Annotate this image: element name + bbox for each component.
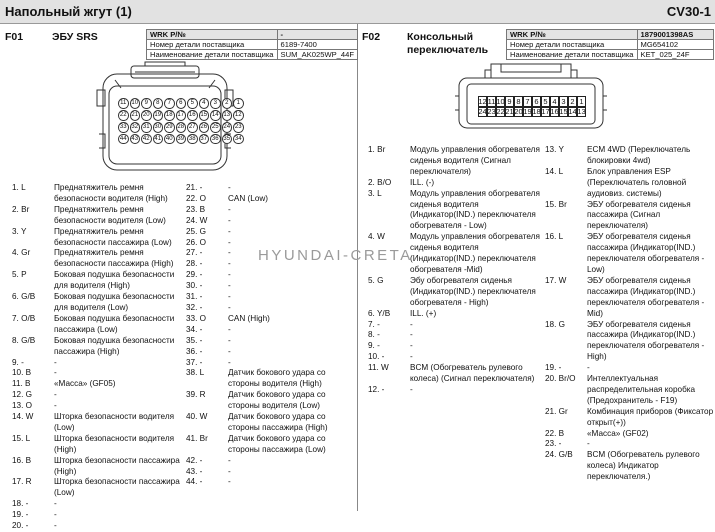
pin-description: Модуль управления обогревателя сиденья водителя (Индикатор(IND.) переключателя обогревателя -Mid) bbox=[410, 232, 540, 274]
pin-description: - bbox=[228, 346, 231, 356]
connector-pin: 42 bbox=[141, 134, 152, 145]
pin-description: Шторка безопасности водителя (Low) bbox=[54, 412, 175, 432]
connector-pin: 3 bbox=[210, 98, 221, 109]
info-label-wrk: WRK P/№ bbox=[147, 30, 278, 40]
pin-number: 32. - bbox=[186, 302, 203, 312]
pin-row bbox=[543, 232, 715, 276]
connector-pin: 31 bbox=[141, 122, 152, 133]
pin-number: 17. W bbox=[545, 275, 567, 285]
pin-description: Шторка безопасности водителя (High) bbox=[54, 433, 175, 454]
pin-number: 2. Br bbox=[12, 204, 30, 214]
info-value-wrk: - bbox=[277, 30, 357, 40]
pin-row bbox=[10, 390, 182, 401]
column-divider bbox=[357, 24, 358, 511]
pin-description: - bbox=[54, 521, 57, 531]
pin-row bbox=[543, 374, 715, 407]
pin-description: - bbox=[410, 352, 413, 362]
connector-pin: 9 bbox=[505, 96, 514, 107]
connector-pin: 27 bbox=[187, 122, 198, 133]
pin-row bbox=[10, 314, 182, 336]
connector-pin: 22 bbox=[496, 107, 505, 117]
pin-row bbox=[10, 183, 182, 205]
pin-description: «Масса» (GF05) bbox=[54, 379, 116, 389]
pin-row bbox=[10, 379, 182, 390]
pin-description: - bbox=[410, 330, 413, 340]
connector-pin: 33 bbox=[118, 122, 129, 133]
pin-number: 39. R bbox=[186, 390, 206, 400]
pin-row bbox=[10, 401, 182, 412]
info-value-name: KET_025_24F bbox=[637, 50, 713, 60]
pin-row bbox=[366, 330, 542, 341]
connector-pin: 20 bbox=[514, 107, 523, 117]
pin-description: Эбу обогревателя сиденья (Индикатор(IND.) переключателя обогревателя - High) bbox=[410, 275, 536, 307]
pin-number: 14. W bbox=[12, 412, 34, 422]
pin-description: Блок управления ESP (Переключатель головной аудиовиз. системы) bbox=[587, 166, 687, 198]
pin-description: Датчик бокового удара со стороны пассажира (High) bbox=[228, 412, 328, 432]
connector-pin: 43 bbox=[130, 134, 141, 145]
pin-description: - bbox=[54, 390, 57, 400]
pin-row bbox=[184, 227, 356, 238]
pin-description: Комбинация приборов (Фиксатор открыт(+)) bbox=[587, 406, 714, 427]
connector-pin: 17 bbox=[541, 107, 550, 117]
pin-number: 1. L bbox=[12, 183, 26, 192]
connector-pin: 21 bbox=[505, 107, 514, 117]
connector-pin: 12 bbox=[233, 110, 244, 121]
pin-description: - bbox=[54, 368, 57, 378]
pin-row bbox=[10, 499, 182, 510]
connector-pin: 4 bbox=[199, 98, 210, 109]
pin-number: 8. G/B bbox=[12, 335, 36, 345]
pin-description: - bbox=[410, 384, 413, 394]
pin-number: 19. - bbox=[12, 510, 29, 520]
pin-number: 21. - bbox=[186, 183, 203, 192]
pin-row bbox=[184, 467, 356, 478]
info-value-wrk: 1879001398AS bbox=[637, 30, 713, 40]
pin-number: 16. L bbox=[545, 232, 564, 242]
pin-row bbox=[10, 205, 182, 227]
pin-row bbox=[10, 477, 182, 499]
connector-pin: 25 bbox=[210, 122, 221, 133]
pin-number: 8. - bbox=[368, 330, 380, 340]
connector-pin: 5 bbox=[187, 98, 198, 109]
connector-pin: 8 bbox=[153, 98, 164, 109]
pin-row bbox=[10, 434, 182, 456]
connector-pin: 24 bbox=[478, 107, 487, 117]
pin-row bbox=[543, 145, 715, 167]
pin-list-f01-col2 bbox=[184, 183, 356, 488]
pin-number: 28. - bbox=[186, 259, 203, 269]
pin-description: - bbox=[54, 401, 57, 411]
connector-pin: 8 bbox=[514, 96, 523, 107]
pin-number: 31. - bbox=[186, 292, 203, 302]
pin-row bbox=[184, 477, 356, 488]
pin-number: 9. - bbox=[368, 341, 380, 351]
pin-number: 12. - bbox=[368, 384, 385, 394]
pin-description: ЭБУ обогревателя сиденья пассажира (Индикатор(IND.) переключателя обогревателя - Low) bbox=[587, 232, 705, 274]
connector-pin: 39 bbox=[176, 134, 187, 145]
connector-pin: 35 bbox=[222, 134, 233, 145]
connector-pin: 41 bbox=[153, 134, 164, 145]
pin-row bbox=[543, 320, 715, 364]
pin-description: CAN (Low) bbox=[228, 193, 269, 203]
pin-number: 9. - bbox=[12, 357, 24, 367]
pin-number: 3. Y bbox=[12, 226, 27, 236]
pin-description: Боковая подушка безопасности для водителя (High) bbox=[54, 270, 175, 291]
connector-pin: 37 bbox=[199, 134, 210, 145]
pin-number: 24. W bbox=[186, 215, 208, 225]
pin-number: 10. B bbox=[12, 368, 32, 378]
connector-pin: 15 bbox=[559, 107, 568, 117]
pin-row bbox=[10, 292, 182, 314]
pin-number: 25. G bbox=[186, 226, 207, 236]
connector-code-f02: F02 bbox=[362, 31, 381, 43]
connector-title-f01: ЭБУ SRS bbox=[52, 31, 98, 43]
pin-description: Боковая подушка безопасности пассажира (High) bbox=[54, 335, 175, 356]
pin-number: 13. Y bbox=[545, 145, 564, 154]
pin-list-f01-col1 bbox=[10, 183, 182, 532]
connector-pin: 44 bbox=[118, 134, 129, 145]
pin-description: Преднатяжитель ремня безопасности водителя (Low) bbox=[54, 204, 166, 225]
pin-description: «Масса» (GF02) bbox=[587, 428, 649, 438]
pin-row bbox=[184, 194, 356, 205]
page-code: CV30-1 bbox=[666, 4, 711, 19]
connector-pin: 18 bbox=[532, 107, 541, 117]
pin-row bbox=[543, 200, 715, 233]
connector-pin: 3 bbox=[559, 96, 568, 107]
pin-row bbox=[543, 363, 715, 374]
info-label-part: Номер детали поставщика bbox=[147, 40, 278, 50]
pin-description: - bbox=[410, 319, 413, 329]
pin-number: 6. Y/B bbox=[368, 308, 391, 318]
pin-row bbox=[543, 167, 715, 200]
pin-number: 13. O bbox=[12, 401, 33, 411]
pin-number: 7. - bbox=[368, 319, 380, 329]
pin-row bbox=[184, 292, 356, 303]
pin-description: Шторка безопасности пассажира (Low) bbox=[54, 477, 180, 498]
connector-pin: 7 bbox=[523, 96, 532, 107]
pin-description: - bbox=[228, 477, 231, 487]
pin-description: - bbox=[228, 204, 231, 214]
connector-pin: 22 bbox=[118, 110, 129, 121]
pin-row bbox=[184, 270, 356, 281]
pin-row bbox=[366, 385, 542, 396]
pin-description: - bbox=[54, 499, 57, 509]
pin-row bbox=[543, 407, 715, 429]
pin-number: 6. G/B bbox=[12, 292, 36, 302]
pin-number: 23. - bbox=[545, 439, 562, 449]
connector-pin: 14 bbox=[210, 110, 221, 121]
pin-description: ЭБУ обогревателя сиденья пассажира (Индикатор(IND.) переключателя обогревателя -Mid) bbox=[587, 275, 705, 318]
connector-pin: 1 bbox=[577, 96, 586, 107]
pin-row bbox=[184, 336, 356, 347]
pin-number: 34. - bbox=[186, 324, 203, 334]
pin-number: 33. O bbox=[186, 313, 207, 323]
pin-number: 3. L bbox=[368, 188, 382, 198]
connector-pin: 12 bbox=[478, 96, 487, 106]
pin-row bbox=[10, 456, 182, 478]
pin-row bbox=[184, 303, 356, 314]
pin-row bbox=[10, 248, 182, 270]
pin-number: 21. Gr bbox=[545, 406, 568, 416]
page-header bbox=[0, 0, 715, 24]
pin-number: 22. B bbox=[545, 428, 565, 438]
connector-pin: 14 bbox=[568, 107, 577, 117]
pin-description: Датчик бокового удара со стороны пассажира (Low) bbox=[228, 433, 326, 454]
pin-description: - bbox=[228, 281, 231, 291]
connector-pin: 6 bbox=[176, 98, 187, 109]
pin-row bbox=[184, 456, 356, 467]
connector-pin: 20 bbox=[141, 110, 152, 121]
pin-number: 18. G bbox=[545, 319, 566, 329]
info-value-part: MG654102 bbox=[637, 40, 713, 50]
connector-pin: 16 bbox=[187, 110, 198, 121]
pin-number: 36. - bbox=[186, 346, 203, 356]
pin-number: 42. - bbox=[186, 455, 203, 465]
pin-row bbox=[366, 341, 542, 352]
connector-pin: 7 bbox=[164, 98, 175, 109]
pin-row bbox=[366, 189, 542, 233]
pin-description: ECM 4WD (Переключатель блокировки 4wd) bbox=[587, 145, 691, 165]
pin-description: - bbox=[228, 335, 231, 345]
connector-pin: 4 bbox=[550, 96, 559, 107]
pin-description: Интеллектуальная распределительная коробка (Предохранитель - F19) bbox=[587, 374, 696, 405]
connector-pin: 10 bbox=[130, 98, 141, 109]
pin-description: ЭБУ обогревателя сиденья пассажира (Индикатор(IND.) переключателя обогревателя - High) bbox=[587, 319, 705, 362]
pin-description: Шторка безопасности пассажира (High) bbox=[54, 455, 180, 476]
info-value-part: 6189-7400 bbox=[277, 40, 357, 50]
pin-list-f02-col2 bbox=[543, 145, 715, 483]
pin-number: 17. R bbox=[12, 477, 32, 487]
pin-row bbox=[366, 352, 542, 363]
pin-description: Датчик бокового удара со стороны водителя (High) bbox=[228, 368, 326, 389]
pin-description: - bbox=[228, 183, 231, 192]
pin-number: 37. - bbox=[186, 357, 203, 367]
pin-row bbox=[10, 270, 182, 292]
pin-number: 24. G/B bbox=[545, 450, 573, 460]
pin-row bbox=[184, 358, 356, 369]
connector-pin: 26 bbox=[199, 122, 210, 133]
pin-number: 44. - bbox=[186, 477, 203, 487]
connector-pin: 16 bbox=[550, 107, 559, 117]
pin-row bbox=[184, 314, 356, 325]
pin-row bbox=[184, 216, 356, 227]
pin-description: Боковая подушка безопасности пассажира (Low) bbox=[54, 313, 175, 334]
pin-row bbox=[366, 276, 542, 309]
pin-number: 35. - bbox=[186, 335, 203, 345]
pin-description: Боковая подушка безопасности для водителя (Low) bbox=[54, 292, 175, 312]
pin-description: Преднатяжитель ремня безопасности пассажира (Low) bbox=[54, 226, 172, 247]
pin-row bbox=[10, 336, 182, 358]
pin-number: 19. - bbox=[545, 363, 562, 373]
connector-pin: 19 bbox=[523, 107, 532, 117]
pin-description: - bbox=[228, 215, 231, 225]
pin-row bbox=[543, 276, 715, 320]
connector-pin: 24 bbox=[222, 122, 233, 133]
pin-row bbox=[10, 227, 182, 249]
pin-description: Преднатяжитель ремня безопасности пассажира (High) bbox=[54, 248, 174, 269]
connector-pin: 13 bbox=[577, 107, 586, 117]
pin-number: 30. - bbox=[186, 281, 203, 291]
connector-pin: 15 bbox=[199, 110, 210, 121]
connector-title-f02: Консольный переключатель bbox=[407, 31, 489, 56]
pin-description: - bbox=[587, 439, 590, 449]
pin-number: 16. B bbox=[12, 455, 32, 465]
connector-pin: 2 bbox=[568, 96, 577, 107]
pin-number: 7. O/B bbox=[12, 313, 36, 323]
connector-pin: 10 bbox=[496, 96, 505, 106]
pin-row bbox=[10, 510, 182, 521]
pin-number: 29. - bbox=[186, 270, 203, 280]
connector-info-table-f02 bbox=[506, 29, 714, 60]
connector-pin: 30 bbox=[153, 122, 164, 133]
pin-number: 43. - bbox=[186, 466, 203, 476]
connector-code-f01: F01 bbox=[5, 31, 24, 43]
pin-row bbox=[10, 412, 182, 434]
pin-number: 11. B bbox=[12, 379, 31, 389]
pin-number: 12. G bbox=[12, 390, 33, 400]
pin-row bbox=[10, 358, 182, 369]
pin-row bbox=[366, 178, 542, 189]
pin-number: 27. - bbox=[186, 248, 203, 258]
pin-number: 26. O bbox=[186, 237, 207, 247]
connector-pin: 11 bbox=[118, 98, 129, 109]
pin-description: - bbox=[228, 455, 231, 465]
pin-row bbox=[184, 205, 356, 216]
connector-pin: 40 bbox=[164, 134, 175, 145]
pin-number: 4. Gr bbox=[12, 248, 31, 258]
info-label-name: Наименование детали поставщика bbox=[147, 50, 278, 60]
connector-pin: 32 bbox=[130, 122, 141, 133]
pin-row bbox=[184, 412, 356, 434]
pin-row bbox=[184, 183, 356, 194]
pin-description: - bbox=[54, 357, 57, 367]
pin-number: 23. B bbox=[186, 204, 206, 214]
pin-description: - bbox=[228, 248, 231, 258]
pin-description: Преднатяжитель ремня безопасности водителя (High) bbox=[54, 183, 168, 203]
pin-number: 10. - bbox=[368, 352, 385, 362]
connector-pin: 11 bbox=[487, 96, 496, 106]
pin-description: - bbox=[228, 270, 231, 280]
pin-list-f02-col1 bbox=[366, 145, 542, 396]
pin-row bbox=[543, 450, 715, 483]
connector-pin: 1 bbox=[233, 98, 244, 109]
pin-row bbox=[184, 325, 356, 336]
info-value-name: SUM_AK025WP_44F bbox=[277, 50, 357, 60]
watermark: HYUNDAI-CRETA. bbox=[258, 247, 420, 264]
pin-number: 14. L bbox=[545, 166, 564, 176]
connector-pin: 29 bbox=[164, 122, 175, 133]
pin-description: - bbox=[228, 259, 231, 269]
pin-description: Модуль управления обогревателя сиденья водителя (Сигнал переключателя) bbox=[410, 145, 540, 176]
pin-grid-f01 bbox=[118, 98, 244, 144]
pin-description: - bbox=[228, 466, 231, 476]
pin-row bbox=[184, 347, 356, 358]
connector-pin: 38 bbox=[187, 134, 198, 145]
connector-info-table-f01 bbox=[146, 29, 358, 60]
pin-row bbox=[366, 145, 542, 178]
pin-description: BCM (Обогреватель рулевого колеса) Индикатор переключателя.) bbox=[587, 450, 700, 482]
pin-number: 22. O bbox=[186, 193, 207, 203]
pin-description: - bbox=[228, 324, 231, 334]
connector-pin: 2 bbox=[222, 98, 233, 109]
info-label-name: Наименование детали поставщика bbox=[507, 50, 638, 60]
pin-row bbox=[366, 363, 542, 385]
connector-pin: 28 bbox=[176, 122, 187, 133]
pin-number: 5. G bbox=[368, 275, 384, 285]
pin-description: - bbox=[228, 302, 231, 312]
pin-description: ILL. (+) bbox=[410, 308, 437, 318]
pin-row bbox=[10, 368, 182, 379]
connector-pin: 18 bbox=[164, 110, 175, 121]
pin-number: 5. P bbox=[12, 270, 27, 280]
info-label-wrk: WRK P/№ bbox=[507, 30, 638, 40]
pin-number: 41. Br bbox=[186, 433, 208, 443]
pin-row bbox=[184, 368, 356, 390]
pin-row bbox=[366, 320, 542, 331]
pin-row bbox=[366, 309, 542, 320]
connector-pin: 23 bbox=[233, 122, 244, 133]
pin-row bbox=[184, 390, 356, 412]
pin-description: Модуль управления обогревателя сиденья водителя (Индикатор(IND.) переключателя обогревателя - Low) bbox=[410, 188, 540, 231]
pin-row bbox=[184, 281, 356, 292]
pin-description: CAN (High) bbox=[228, 313, 270, 323]
page-title: Напольный жгут (1) bbox=[5, 4, 132, 19]
connector-pin: 6 bbox=[532, 96, 541, 107]
connector-pin: 9 bbox=[141, 98, 152, 109]
pin-number: 11. W bbox=[368, 363, 389, 373]
pin-number: 20. - bbox=[12, 521, 29, 531]
pin-description: ILL. (-) bbox=[410, 177, 435, 187]
connector-pin: 21 bbox=[130, 110, 141, 121]
pin-row bbox=[184, 434, 356, 456]
pin-number: 15. Br bbox=[545, 199, 567, 209]
pin-number: 2. B/O bbox=[368, 177, 392, 187]
pin-number: 18. - bbox=[12, 499, 29, 509]
pin-row bbox=[10, 521, 182, 532]
pin-description: Датчик бокового удара со стороны водителя (Low) bbox=[228, 390, 326, 411]
pin-row bbox=[543, 439, 715, 450]
connector-pin: 17 bbox=[176, 110, 187, 121]
pin-number: 1. Br bbox=[368, 145, 386, 154]
pin-number: 40. W bbox=[186, 412, 208, 422]
pin-number: 20. Br/O bbox=[545, 374, 576, 384]
pin-description: - bbox=[228, 292, 231, 302]
connector-pin: 23 bbox=[487, 107, 496, 117]
pin-grid-f02 bbox=[478, 96, 586, 117]
connector-pin: 34 bbox=[233, 134, 244, 145]
pin-description: - bbox=[228, 357, 231, 367]
pin-description: ЭБУ обогревателя сиденья пассажира (Сигнал переключателя) bbox=[587, 199, 691, 231]
pin-description: - bbox=[587, 363, 590, 373]
connector-pin: 19 bbox=[153, 110, 164, 121]
pin-number: 4. W bbox=[368, 232, 385, 242]
pin-description: - bbox=[228, 237, 231, 247]
connector-pin: 36 bbox=[210, 134, 221, 145]
connector-pin: 13 bbox=[222, 110, 233, 121]
pin-description: - bbox=[54, 510, 57, 520]
pin-description: - bbox=[410, 341, 413, 351]
pin-row bbox=[543, 429, 715, 440]
pin-description: - bbox=[228, 226, 231, 236]
pin-number: 15. L bbox=[12, 433, 31, 443]
pin-number: 38. L bbox=[186, 368, 205, 378]
connector-pin: 5 bbox=[541, 96, 550, 107]
pin-description: BCM (Обогреватель рулевого колеса) (Сигнал переключателя) bbox=[410, 363, 535, 384]
info-label-part: Номер детали поставщика bbox=[507, 40, 638, 50]
